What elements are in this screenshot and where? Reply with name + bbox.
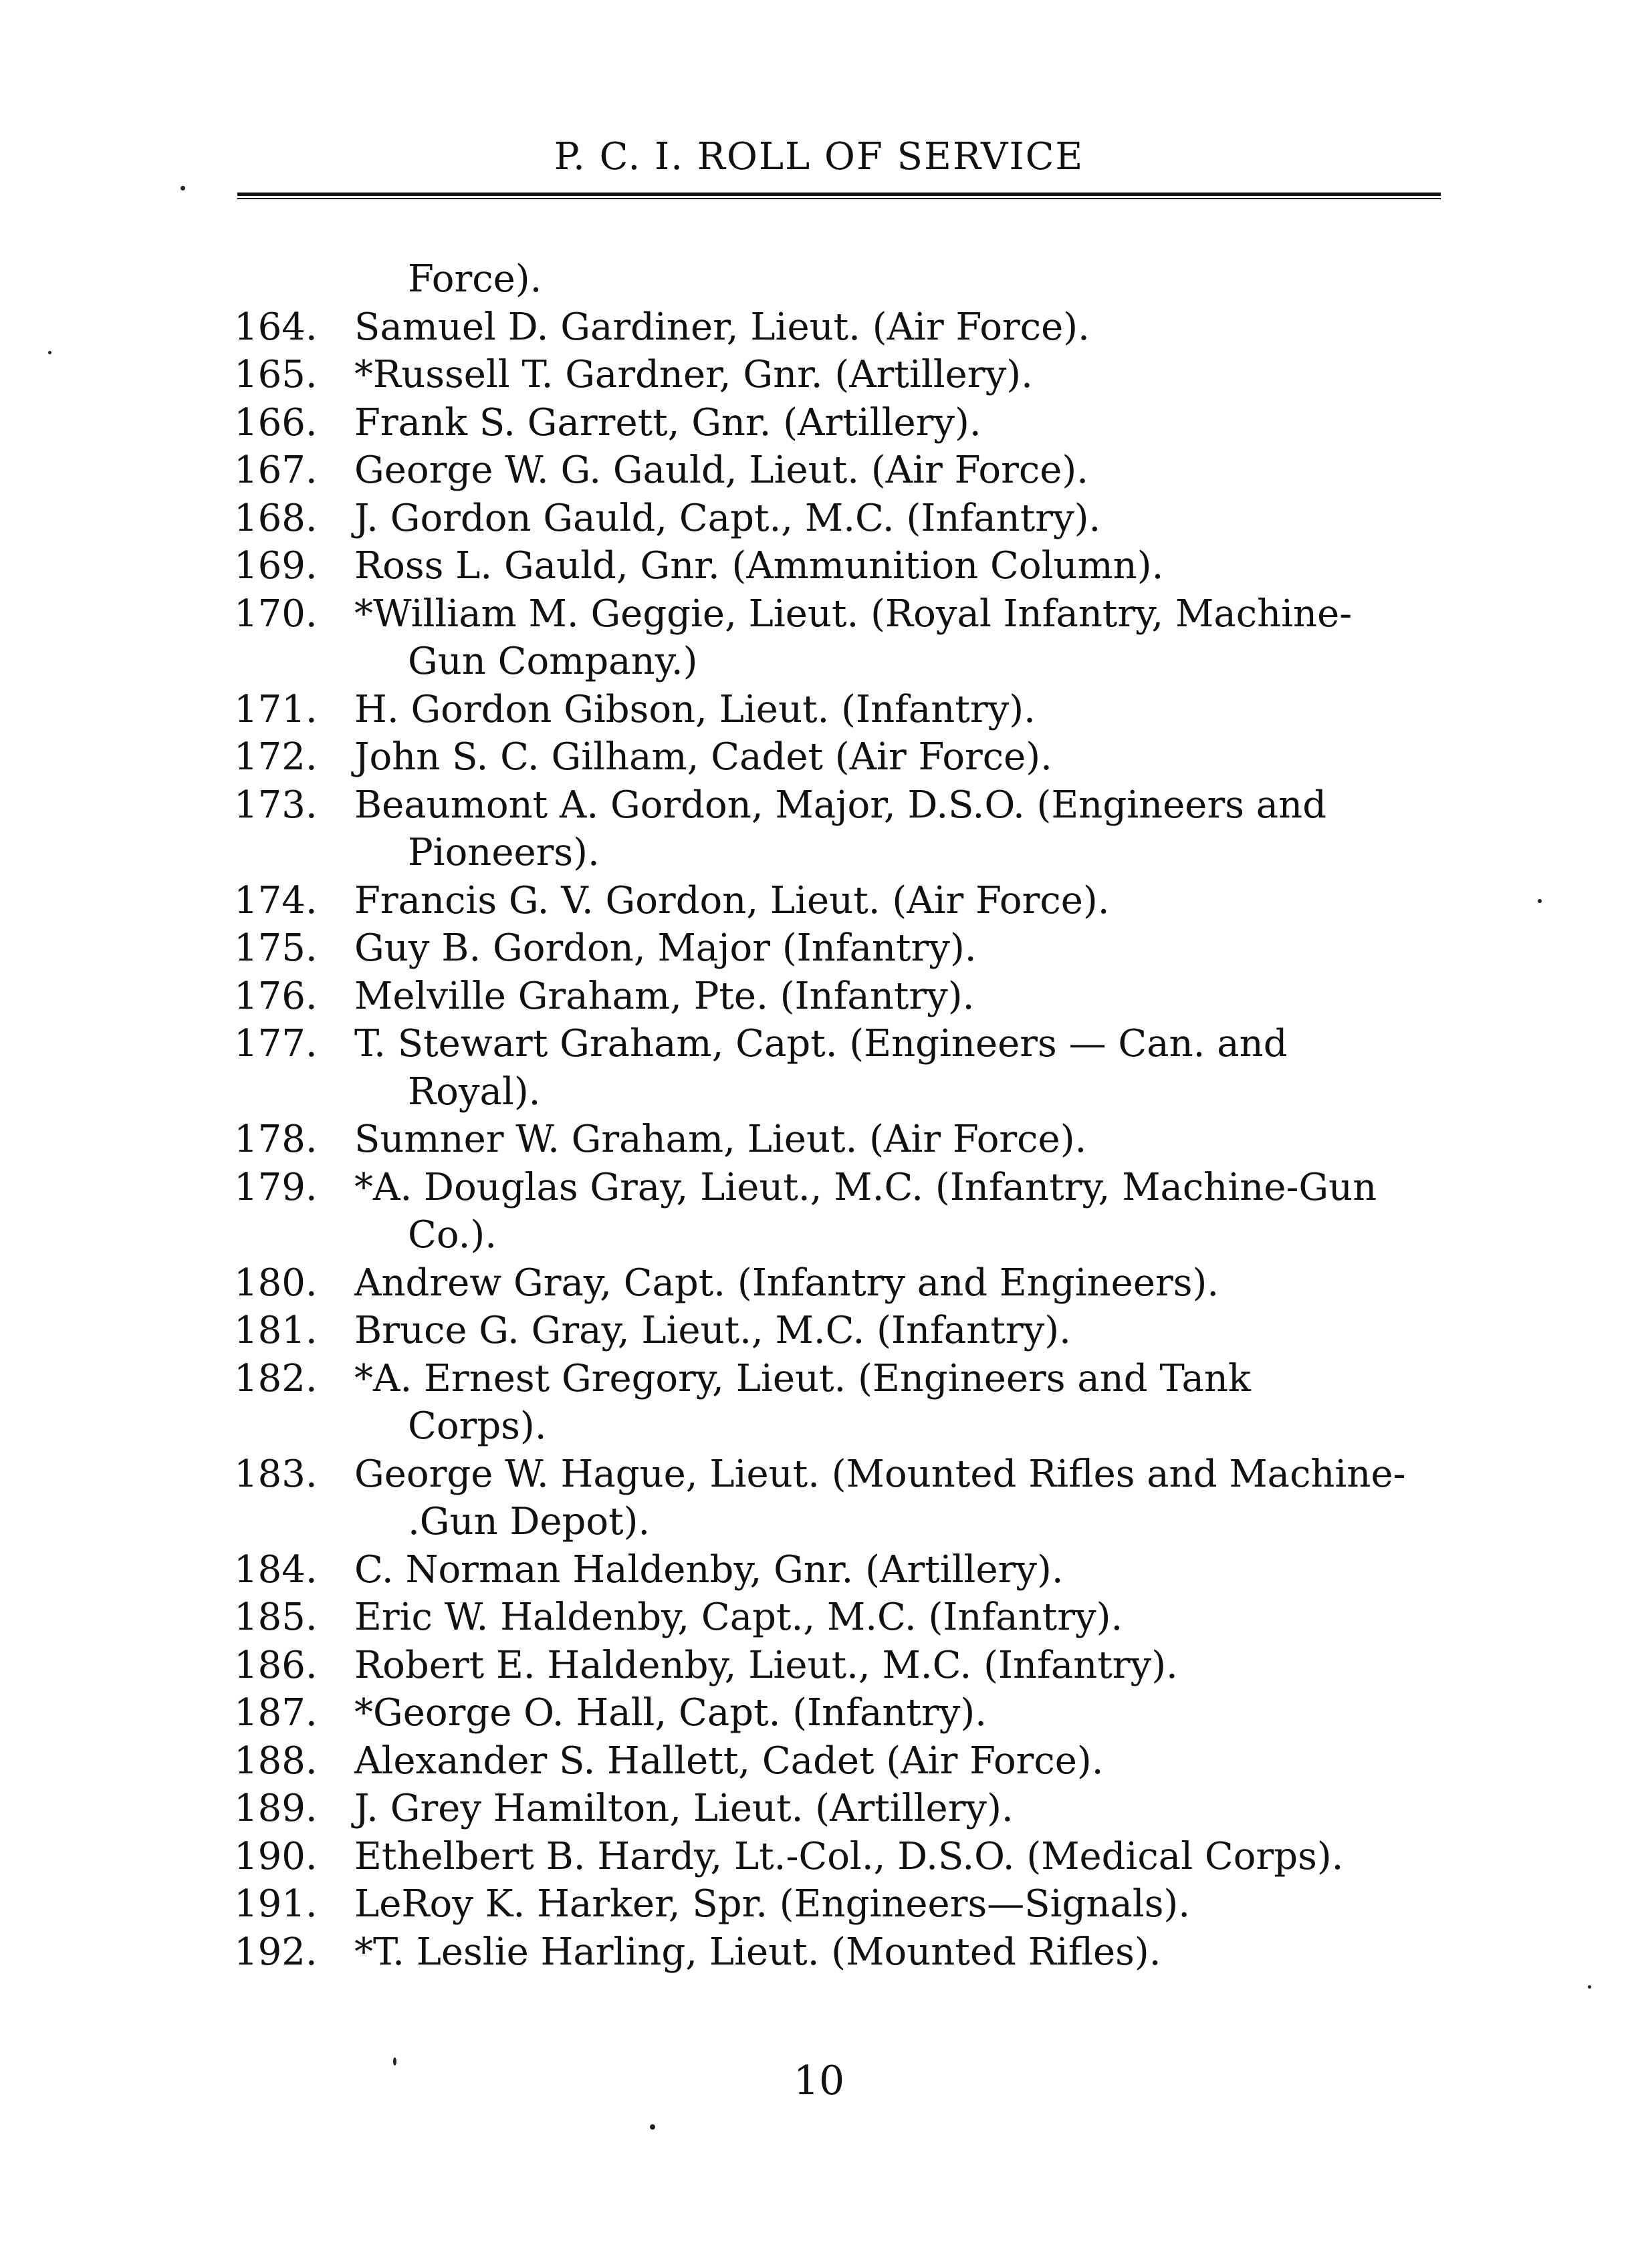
roll-entry bbox=[234, 495, 1444, 543]
entry-text bbox=[354, 1546, 1444, 1594]
roll-entry bbox=[234, 351, 1444, 399]
scan-speck bbox=[48, 351, 51, 354]
roll-entry bbox=[234, 1020, 1444, 1116]
entry-number: 182. bbox=[234, 1356, 318, 1400]
entry-text bbox=[354, 1737, 1444, 1785]
entry-name-line: Melville Graham, Pte. (Infantry). bbox=[354, 974, 975, 1018]
roll-entry bbox=[234, 1689, 1444, 1737]
entry-number: 189. bbox=[234, 1787, 318, 1830]
entry-number: 181. bbox=[234, 1309, 318, 1352]
entry-continuation-line: .Gun Depot). bbox=[408, 1500, 651, 1543]
entry-number: 172. bbox=[234, 735, 318, 779]
scan-speck bbox=[1538, 899, 1542, 903]
entry-number: 192. bbox=[234, 1930, 318, 1974]
roll-entry bbox=[234, 686, 1444, 734]
roll-entry bbox=[234, 973, 1444, 1021]
scan-speck bbox=[650, 2124, 655, 2130]
entry-name-line: *George O. Hall, Capt. (Infantry). bbox=[354, 1691, 987, 1735]
entry-number: 168. bbox=[234, 496, 318, 540]
roll-entry bbox=[234, 1307, 1444, 1355]
entry-name-line: Beaumont A. Gordon, Major, D.S.O. (Engineers and bbox=[354, 783, 1327, 827]
roll-entry bbox=[234, 1785, 1444, 1833]
entry-name-line: *A. Douglas Gray, Lieut., M.C. (Infantry, Machine-Gun bbox=[354, 1165, 1377, 1209]
entry-number: 177. bbox=[234, 1022, 318, 1065]
roll-list bbox=[234, 255, 1444, 1976]
roll-entry bbox=[234, 590, 1444, 686]
entry-name-line: Eric W. Haldenby, Capt., M.C. (Infantry). bbox=[354, 1596, 1123, 1639]
entry-text bbox=[354, 1164, 1444, 1259]
entry-name-line: John S. C. Gilham, Cadet (Air Force). bbox=[354, 735, 1052, 779]
page-title: P. C. I. ROLL OF SERVICE bbox=[554, 135, 1084, 178]
entry-name-line: Sumner W. Graham, Lieut. (Air Force). bbox=[354, 1118, 1087, 1161]
entry-text bbox=[354, 1307, 1444, 1355]
entry-name-line: Francis G. V. Gordon, Lieut. (Air Force). bbox=[354, 878, 1110, 922]
entry-text bbox=[354, 1259, 1444, 1307]
entry-number: 176. bbox=[234, 974, 318, 1018]
entry-text bbox=[354, 924, 1444, 973]
entry-number: 175. bbox=[234, 926, 318, 970]
entry-text bbox=[354, 973, 1444, 1021]
entry-text bbox=[354, 303, 1444, 352]
entry-number: 186. bbox=[234, 1643, 318, 1687]
entry-text bbox=[354, 1880, 1444, 1928]
entry-text bbox=[354, 351, 1444, 399]
entry-name-line: J. Gordon Gauld, Capt., M.C. (Infantry). bbox=[354, 496, 1101, 540]
entry-number: 164. bbox=[234, 305, 318, 349]
entry-name-line: *William M. Geggie, Lieut. (Royal Infantry, Machine- bbox=[354, 592, 1353, 636]
entry-number: 174. bbox=[234, 878, 318, 922]
entry-continuation-line: Royal). bbox=[408, 1069, 541, 1114]
entry-text bbox=[354, 781, 1444, 877]
entry-number: 179. bbox=[234, 1165, 318, 1209]
entry-continuation-line: Pioneers). bbox=[408, 831, 600, 874]
roll-entry bbox=[234, 781, 1444, 877]
entry-number: 167. bbox=[234, 449, 318, 492]
entry-continuation-line: Gun Company.) bbox=[408, 640, 698, 683]
entry-text bbox=[354, 1785, 1444, 1833]
roll-entry bbox=[234, 1259, 1444, 1307]
roll-entry bbox=[234, 447, 1444, 495]
entry-text bbox=[354, 399, 1444, 447]
entry-number: 185. bbox=[234, 1596, 318, 1639]
roll-entry bbox=[234, 733, 1444, 781]
entry-text bbox=[354, 1928, 1444, 1977]
entry-number: 188. bbox=[234, 1739, 318, 1783]
entry-text bbox=[354, 542, 1444, 590]
page-number: 10 bbox=[793, 2057, 845, 2104]
entry-text bbox=[354, 1020, 1444, 1116]
entry-number: 183. bbox=[234, 1452, 318, 1496]
roll-entry bbox=[234, 1546, 1444, 1594]
entry-name-line: Robert E. Haldenby, Lieut., M.C. (Infantry). bbox=[354, 1643, 1178, 1687]
roll-entry bbox=[234, 542, 1444, 590]
roll-entry bbox=[234, 399, 1444, 447]
entry-text bbox=[354, 1642, 1444, 1690]
entry-number: 184. bbox=[234, 1547, 318, 1592]
header-rule bbox=[237, 193, 1441, 199]
entry-text bbox=[354, 733, 1444, 781]
entry-text bbox=[354, 447, 1444, 495]
entry-continuation-line: Corps). bbox=[408, 1404, 547, 1448]
entry-text bbox=[354, 686, 1444, 734]
entry-text bbox=[354, 1594, 1444, 1642]
entry-name-line: T. Stewart Graham, Capt. (Engineers — Can. and bbox=[354, 1022, 1288, 1065]
roll-entry bbox=[234, 1737, 1444, 1785]
entry-name-line: Guy B. Gordon, Major (Infantry). bbox=[354, 926, 977, 970]
entry-number: 191. bbox=[234, 1882, 318, 1926]
entry-name-line: Ethelbert B. Hardy, Lt.-Col., D.S.O. (Medical Corps). bbox=[354, 1834, 1344, 1878]
entry-number: 187. bbox=[234, 1691, 318, 1735]
roll-entry bbox=[234, 1116, 1444, 1164]
entry-name-line: George W. G. Gauld, Lieut. (Air Force). bbox=[354, 449, 1089, 492]
roll-entry bbox=[234, 1355, 1444, 1451]
entry-number: 169. bbox=[234, 544, 318, 588]
scan-speck bbox=[1588, 1985, 1591, 1989]
entry-name-line: H. Gordon Gibson, Lieut. (Infantry). bbox=[354, 687, 1036, 731]
entry-text bbox=[354, 1689, 1444, 1737]
entry-name-line: C. Norman Haldenby, Gnr. (Artillery). bbox=[354, 1547, 1064, 1592]
entry-number: 173. bbox=[234, 783, 318, 827]
entry-name-line: Samuel D. Gardiner, Lieut. (Air Force). bbox=[354, 305, 1090, 349]
entry-text bbox=[354, 877, 1444, 925]
entry-number: 165. bbox=[234, 353, 318, 396]
scan-speck bbox=[181, 186, 185, 191]
entry-number: 166. bbox=[234, 400, 318, 445]
entry-name-line: J. Grey Hamilton, Lieut. (Artillery). bbox=[354, 1787, 1014, 1830]
roll-entry bbox=[234, 1928, 1444, 1977]
roll-entry bbox=[234, 1594, 1444, 1642]
entry-name-line: *T. Leslie Harling, Lieut. (Mounted Rifles). bbox=[354, 1930, 1161, 1974]
entry-name-line: *Russell T. Gardner, Gnr. (Artillery). bbox=[354, 353, 1033, 396]
entry-name-line: Ross L. Gauld, Gnr. (Ammunition Column). bbox=[354, 544, 1164, 588]
roll-entry bbox=[234, 1642, 1444, 1690]
continuation-line: Force). bbox=[408, 257, 542, 301]
roll-entry bbox=[234, 1451, 1444, 1546]
entry-name-line: LeRoy K. Harker, Spr. (Engineers—Signals). bbox=[354, 1882, 1191, 1926]
entry-text bbox=[354, 1451, 1444, 1546]
entry-number: 178. bbox=[234, 1118, 318, 1161]
entry-text bbox=[354, 1833, 1444, 1881]
entry-name-line: Bruce G. Gray, Lieut., M.C. (Infantry). bbox=[354, 1309, 1071, 1352]
roll-entry bbox=[234, 924, 1444, 973]
entry-name-line: *A. Ernest Gregory, Lieut. (Engineers and Tank bbox=[354, 1356, 1251, 1400]
roll-entry bbox=[234, 303, 1444, 352]
entry-number: 170. bbox=[234, 592, 318, 636]
roll-entry bbox=[234, 1880, 1444, 1928]
roll-entry bbox=[234, 1164, 1444, 1259]
scan-speck bbox=[393, 2057, 396, 2065]
entry-name-line: Frank S. Garrett, Gnr. (Artillery). bbox=[354, 400, 981, 445]
roll-entry bbox=[234, 877, 1444, 925]
entry-continuation-line: Co.). bbox=[408, 1213, 497, 1257]
entry-container bbox=[234, 303, 1444, 1977]
entry-number: 190. bbox=[234, 1834, 318, 1878]
entry-number: 171. bbox=[234, 687, 318, 731]
roll-entry bbox=[234, 1833, 1444, 1881]
entry-text bbox=[354, 590, 1444, 686]
entry-name-line: Andrew Gray, Capt. (Infantry and Engineers). bbox=[354, 1261, 1219, 1305]
entry-name-line: George W. Hague, Lieut. (Mounted Rifles and Machine- bbox=[354, 1452, 1406, 1496]
entry-text bbox=[354, 1355, 1444, 1451]
entry-name-line: Alexander S. Hallett, Cadet (Air Force). bbox=[354, 1739, 1104, 1783]
entry-text bbox=[354, 1116, 1444, 1164]
entry-text bbox=[354, 495, 1444, 543]
entry-number: 180. bbox=[234, 1261, 318, 1305]
